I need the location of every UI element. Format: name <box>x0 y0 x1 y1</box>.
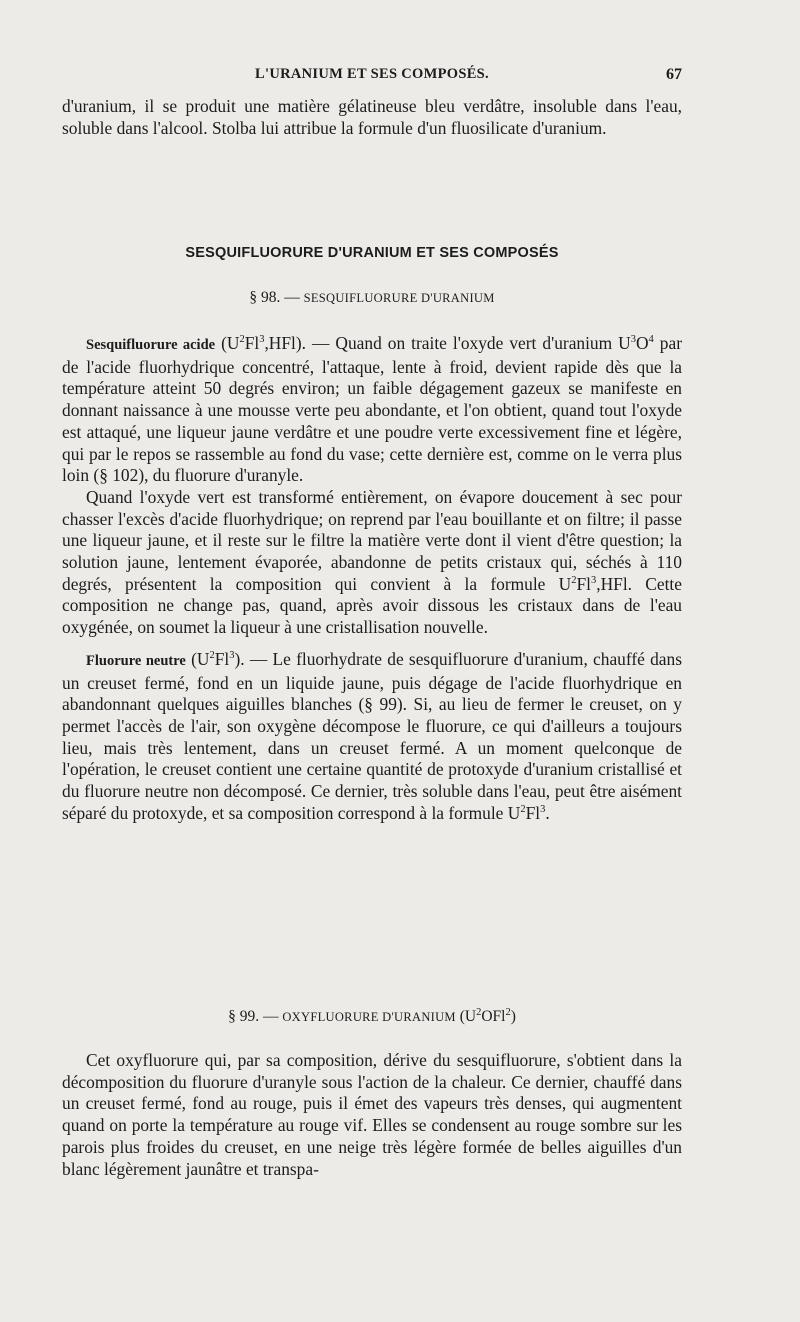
acid-text-continued: par de l'acide fluorhydrique concentré, l'attaque, lente à froid, devient rapide dès que la température atteint 50 degrés environ; un faible dégagement gazeux se manifeste en donnant naissance à une mousse verte peu abondante, et l'on obtient, quand tout l'oxyde est attaqué, une liqueur jaune verdâtre et une poudre verte excessivement fine et légère, qui par le repos se rassemble au fond du vase; cette dernière est, comme on le verra plus loin (§ 102), du fluorure d'uranyle. <box>62 333 682 486</box>
section-99-title: OXYFLUORURE D'URANIUM <box>282 1010 456 1024</box>
intro-paragraph: d'uranium, il se produit une matière gélatineuse bleu verdâtre, insoluble dans l'eau, soluble dans l'alcool. Stolba lui attribue la formule d'un fluosilicate d'uranium. <box>62 96 682 138</box>
section-99-body <box>62 1050 682 1180</box>
chapter-heading: SESQUIFLUORURE D'URANIUM ET SES COMPOSÉS <box>185 245 559 261</box>
neutral-paragraph: Fluorure neutre $(U^2Fl^3)$. — Le fluorhydrate de sesquifluorure d'uranium, chauffé dans un creuset fermé, fond en un liquide jaune, puis dégage de l'acide fluorhydrique en abandonnant quelques aiguilles blanches (§ 99). Si, au lieu de fermer le creuset, on y permet l'accès de l'air, son oxygène décompose le fluorure, ce qui d'ailleurs a toujours lieu, mais très lentement, dans un creuset fermé. A un moment quelconque de l'opération, le creuset contient une certaine quantité de protoxyde d'uranium cristallisé et du fluorure neutre non décomposé. Ce dernier, très soluble dans l'eau, peut être aisément séparé du protoxyde, et sa composition correspond à la formule $U^2Fl^3$. <box>62 648 682 823</box>
running-title: L'URANIUM ET SES COMPOSÉS. <box>255 66 489 82</box>
running-head <box>62 66 682 90</box>
section-98-title: SESQUIFLUORURE D'URANIUM <box>303 291 495 305</box>
section-98-body <box>62 333 682 824</box>
section-99-heading <box>62 1008 682 1026</box>
section-98-heading <box>62 289 682 307</box>
evaporation-paragraph: Quand l'oxyde vert est transformé entièrement, on évapore doucement à sec pour chasser l'excès d'acide fluorhydrique; on reprend par l'eau bouillante et on filtre; il passe une liqueur jaune, et il reste sur le filtre la matière verte dont il vient d'être question; la solution jaune, lentement évaporée, abandonne de petits cristaux qui, séchés à 110 degrés, présentent la composition qui convient à la formule $U^2Fl^3,HFl$. Cette composition ne change pas, quand, après avoir dissous les cristaux dans de l'eau oxygénée, on soumet la liqueur à une cristallisation nouvelle. <box>62 486 682 638</box>
page-number: 67 <box>666 66 682 83</box>
intro-block <box>62 96 682 139</box>
acid-lead: Sesquifluorure acide <box>86 337 216 353</box>
acid-text: — Quand on traite l'oxyde vert d'uranium U <box>306 333 631 353</box>
section-98-number: § 98. — <box>249 289 300 306</box>
neutral-formula: $(U^2Fl^3)$. <box>191 648 245 669</box>
section-99-formula: $(U^2OFl^2)$ <box>459 1006 516 1025</box>
oxyfluoride-paragraph: Cet oxyfluorure qui, par sa composition, dérive du sesquifluorure, s'obtient dans la décomposition du fluorure d'uranyle sous l'action de la chaleur. Ce dernier, chauffé dans un creuset fermé, fond au rouge, puis il émet des vapeurs très denses, qui augmentent quand on porte la température au rouge vif. Elles se condensent au rouge sombre sur les parois plus froides du creuset, en une neige très légère formée de belles aiguilles d'un blanc légèrement jaunâtre et transpa- <box>62 1050 682 1179</box>
acid-formula: $(U^2Fl^3,HFl)$. <box>221 333 307 353</box>
neutral-lead: Fluorure neutre <box>86 652 186 669</box>
acid-paragraph: Sesquifluorure acide $(U^2Fl^3,HFl)$. — Quand on traite l'oxyde vert d'uranium $U^3O^4$ par de l'acide fluorhydrique concentré, l'attaque, lente à froid, devient rapide dès que la température atteint 50 degrés environ; un faible dégagement gazeux se manifeste en donnant naissance à une mousse verte peu abondante, et l'on obtient, quand tout l'oxyde est attaqué, une liqueur jaune verdâtre et une poudre verte excessivement fine et légère, qui par le repos se rassemble au fond du vase; cette dernière est, comme on le verra plus loin (§ 102), du fluorure d'uranyle. <box>62 333 682 486</box>
section-99-number: § 99. — <box>228 1008 279 1025</box>
